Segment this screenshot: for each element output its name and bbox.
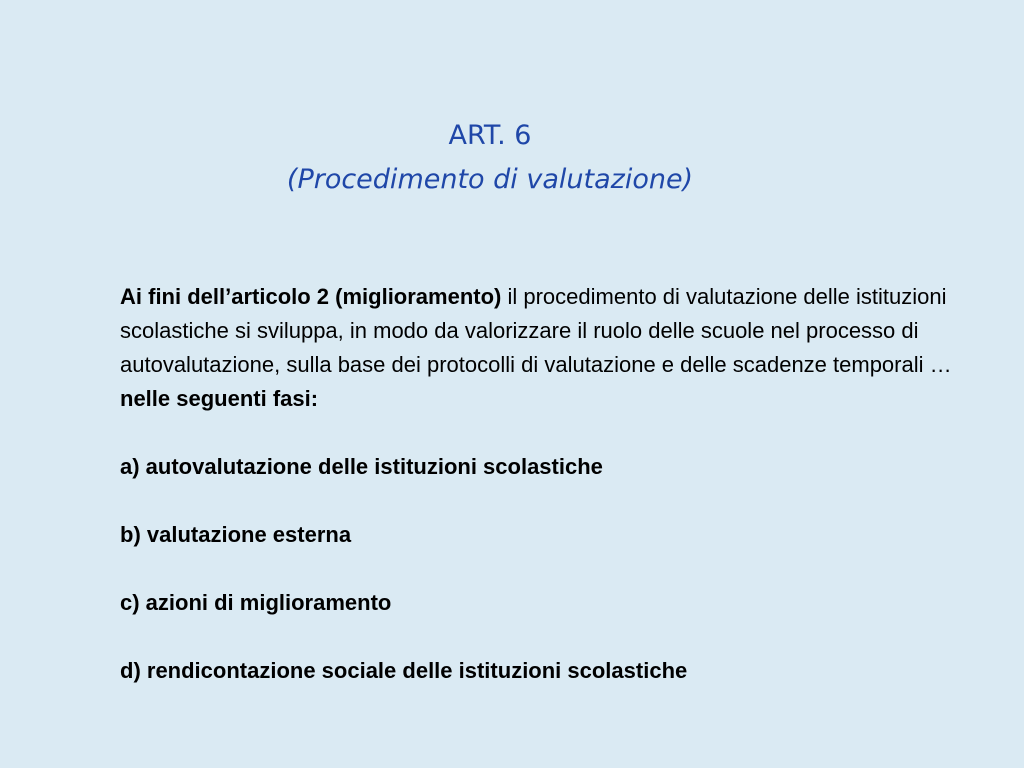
phase-item-d: d) rendicontazione sociale delle istituzioni scolastiche bbox=[120, 658, 688, 683]
slide-subtitle: (Procedimento di valutazione) bbox=[286, 164, 694, 195]
intro-bold-text: Ai fini dell’articolo 2 (miglioramento) bbox=[120, 284, 502, 309]
slide-header bbox=[0, 114, 980, 202]
intro-paragraph bbox=[120, 280, 960, 416]
phase-item-c: c) azioni di miglioramento bbox=[120, 590, 392, 615]
phase-item-a: a) autovalutazione delle istituzioni scolastiche bbox=[120, 454, 603, 479]
slide-body bbox=[120, 280, 960, 722]
slide-title: ART. 6 bbox=[448, 120, 532, 151]
phase-item-b: b) valutazione esterna bbox=[120, 522, 352, 547]
intro-end-bold-text: nelle seguenti fasi: bbox=[120, 386, 319, 411]
intro-text: il procedimento di valutazione delle istituzioni scolastiche si sviluppa, in modo da valorizzare il ruolo delle scuole nel processo di autovalutazione, sulla base dei protocolli di valutazione e delle scadenze temporali … bbox=[120, 284, 952, 377]
